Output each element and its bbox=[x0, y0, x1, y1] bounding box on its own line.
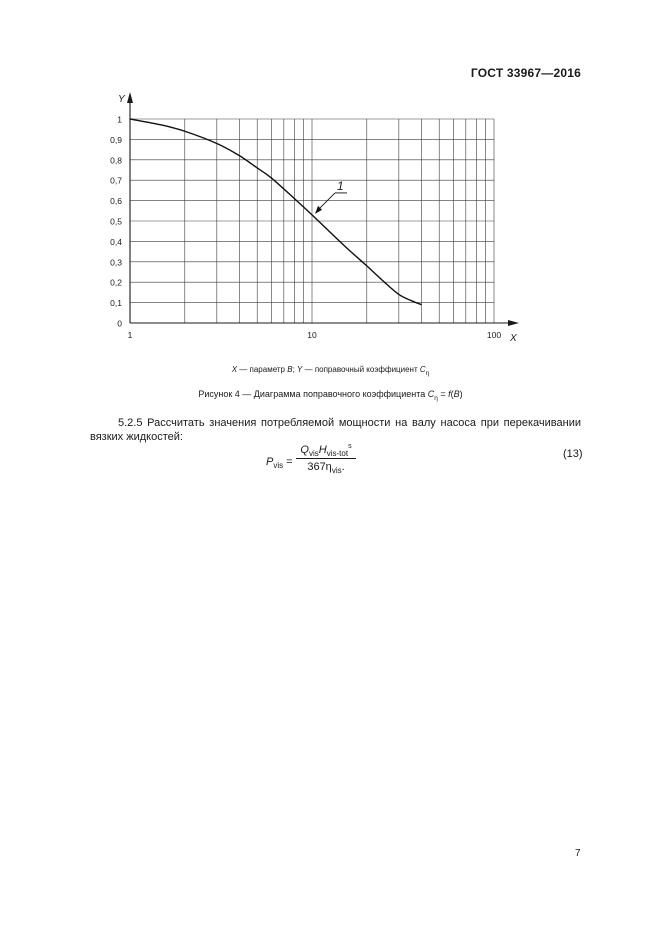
y-axis-label: Y bbox=[118, 94, 125, 105]
figure-caption: Рисунок 4 — Диаграмма поправочного коэффициента $C_\eta = f(B)$ bbox=[198, 389, 463, 402]
x-tick-label-2: 100 bbox=[486, 330, 502, 340]
y-tick-label-7: 0,7 bbox=[110, 175, 122, 186]
y-axis-arrow bbox=[127, 92, 133, 103]
x-axis-label: X bbox=[510, 333, 517, 344]
chart-grid bbox=[130, 119, 494, 323]
page-number: 7 bbox=[575, 848, 581, 859]
fraction-line bbox=[296, 458, 356, 459]
document-header: ГОСТ 33967—2016 bbox=[470, 66, 581, 80]
chart-series bbox=[130, 119, 422, 305]
x-axis-arrow bbox=[508, 320, 519, 326]
y-tick-label-0: 0 bbox=[117, 318, 122, 329]
formula-fraction bbox=[296, 444, 356, 473]
chart-annotations bbox=[315, 179, 347, 214]
y-tick-label-6: 0,6 bbox=[110, 196, 122, 207]
annotation-label: 1 bbox=[337, 178, 344, 193]
figure-legend: X — параметр B; Y — поправочный коэффициент $C_\eta$ bbox=[231, 365, 430, 377]
y-tick-label-10: 1 bbox=[117, 114, 122, 125]
series-line-1 bbox=[130, 119, 422, 305]
y-tick-label-3: 0,3 bbox=[110, 257, 122, 268]
formula-lhs: $P_{vis}$ = bbox=[266, 456, 293, 470]
y-tick-label-5: 0,5 bbox=[110, 216, 122, 227]
y-tick-label-9: 0,9 bbox=[110, 134, 122, 145]
y-tick-label-2: 0,2 bbox=[110, 277, 122, 288]
paragraph-5-2-5: 5.2.5 Рассчитать значения потребляемой мощности на валу насоса при перекачивании вязких жидкостей: bbox=[90, 417, 581, 443]
y-tick-label-1: 0,1 bbox=[110, 298, 122, 309]
y-tick-label-4: 0,4 bbox=[110, 236, 122, 247]
chart-ticks bbox=[110, 115, 501, 341]
y-tick-label-8: 0,8 bbox=[110, 155, 122, 166]
chart bbox=[0, 0, 661, 360]
x-tick-label-1: 10 bbox=[307, 330, 317, 340]
formula-denominator: $367\eta_{vis}$. bbox=[307, 461, 345, 475]
x-tick-label-0: 1 bbox=[127, 330, 133, 340]
equation-number: (13) bbox=[563, 448, 583, 460]
formula-numerator: $Q_{vis}H_{vis-tot}^s$ bbox=[300, 443, 352, 458]
